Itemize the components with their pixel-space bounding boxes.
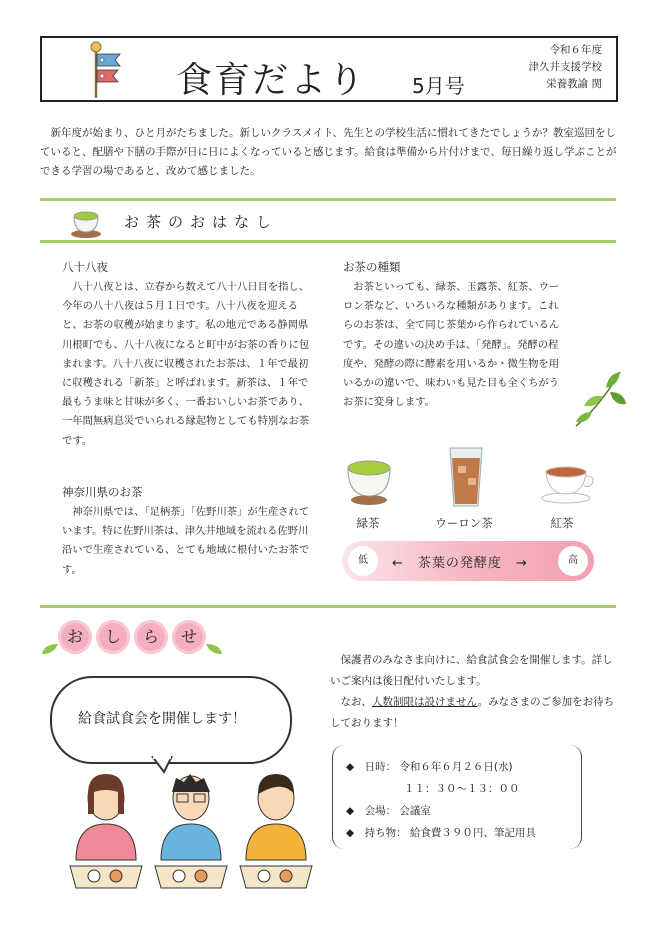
oolong-tea-icon — [446, 444, 486, 510]
oshirase-char: し — [96, 620, 130, 654]
person-center — [161, 774, 221, 860]
intro-paragraph: 新年度が始まり、ひと月がたちました。新しいクラスメイト、先生との学校生活に慣れてきたでしょうか？教室巡回をしていると、配膳や下膳の手際が日に日によくなっていると感じます。給食は準備から片付けまで、毎日繰り返し学ぶことができる学習の場であると、改めて感じました。 — [40, 127, 617, 177]
tea-leaves-icon — [570, 366, 630, 430]
leaf-icon — [40, 642, 60, 656]
green-tea-cup-icon — [68, 204, 104, 240]
scale-low: 低 — [348, 546, 378, 576]
fiscal-year: 令和６年度 — [549, 44, 602, 56]
fermentation-scale — [342, 541, 594, 581]
details-date — [346, 756, 536, 778]
details-text — [346, 756, 536, 844]
notice-line2 — [330, 692, 620, 734]
notice-pre: なお、 — [340, 696, 372, 708]
scale-label: ← 茶葉の発酵度 → — [392, 556, 528, 571]
kanagawa-body: 神奈川県では、「足柄茶」「佐野川茶」が生産されています。特に佐野川茶は、津久井地域を流れる佐野川沿いで生産されている、とても地域に根付いたお茶です。 — [62, 506, 310, 576]
green-tea-label: 緑茶 — [356, 516, 380, 530]
tea-types-body: お茶といっても、緑茶、玉露茶、紅茶、ウーロン茶など、いろいろな種類があります。これらのお茶は、全て同じ茶葉から作られているんです。その違いの決め手は、「発酵」。発酵の程度や、発酵の際に酵素を用いるか・微生物を用いるかの違いで、味わいも見た目も全くちがうお茶に変身します。 — [343, 281, 560, 409]
oolong-tea-label: ウーロン茶 — [435, 516, 493, 530]
leaf-icon — [204, 642, 224, 656]
oshirase-char: せ — [172, 620, 206, 654]
notice-underlined: 人数制限は設けません — [372, 696, 478, 708]
notice-line1: 保護者のみなさま向けに、給食試食会を開催します。詳しいご案内は後日配付いたします。 — [330, 654, 613, 687]
tea-types-heading: お茶の種類 — [343, 260, 401, 274]
meal-trays — [70, 866, 312, 888]
kanagawa-heading: 神奈川県のお茶 — [62, 485, 143, 499]
place-value: 会議室 — [399, 805, 431, 817]
oshirase-title — [40, 618, 220, 658]
place-label: ◆ 会場： — [346, 805, 397, 817]
oshirase-char: ら — [134, 620, 168, 654]
hachijuhachiya-body: 八十八夜とは、立春から数えて八十八日目を指し、今年の八十八夜は５月１日です。八十八夜を迎えると、お茶の収穫が始まります。私の地元である静岡県川根町でも、八十八夜になると町中がお茶の香りに包まれます。八十八夜に収穫されたお茶は、１年で最初に収穫される「新茶」と呼ばれます。新茶は、１年で最もうま味と甘味が多く、一番おいしいお茶であり、一年間無病息災でいられる縁起物としても特別なお茶です。 — [62, 281, 310, 447]
section-rule-oshirase — [40, 605, 616, 608]
black-tea-icon — [540, 462, 598, 504]
notice-post: 。みなさまのご参加をお待ちしております！ — [330, 696, 615, 729]
bubble-text: 給食試食会を開催します！ — [78, 711, 246, 727]
issue-number: 5月号 — [412, 74, 465, 98]
people-eating-illustration — [66, 770, 316, 890]
section-rule-bottom — [40, 240, 616, 243]
author-name: 栄養教諭 関 — [546, 78, 602, 90]
hachijuhachiya-heading: 八十八夜 — [62, 260, 108, 274]
details-place — [346, 800, 536, 822]
details-items — [346, 822, 536, 844]
green-tea-icon — [342, 452, 396, 508]
page-title: 食育だより — [176, 60, 367, 101]
tea-section-title: お茶のおはなし — [124, 213, 279, 231]
items-label: ◆ 持ち物： — [346, 827, 407, 839]
date-label: ◆ 日時： — [346, 761, 397, 773]
time-value: １１：３０～１３：００ — [404, 783, 520, 795]
items-value: 給食費３９０円、筆記用具 — [409, 827, 536, 839]
person-right — [246, 774, 306, 860]
section-rule-top — [40, 198, 616, 201]
oshirase-char: お — [58, 620, 92, 654]
school-name: 津久井支援学校 — [528, 61, 602, 73]
koinobori-icon — [82, 40, 124, 100]
black-tea-label: 紅茶 — [550, 516, 574, 530]
notice-text — [330, 650, 620, 734]
date-value: 令和６年６月２６日(水) — [399, 761, 513, 773]
header-meta — [529, 42, 603, 93]
person-left — [76, 774, 136, 860]
scale-high: 高 — [558, 546, 588, 576]
